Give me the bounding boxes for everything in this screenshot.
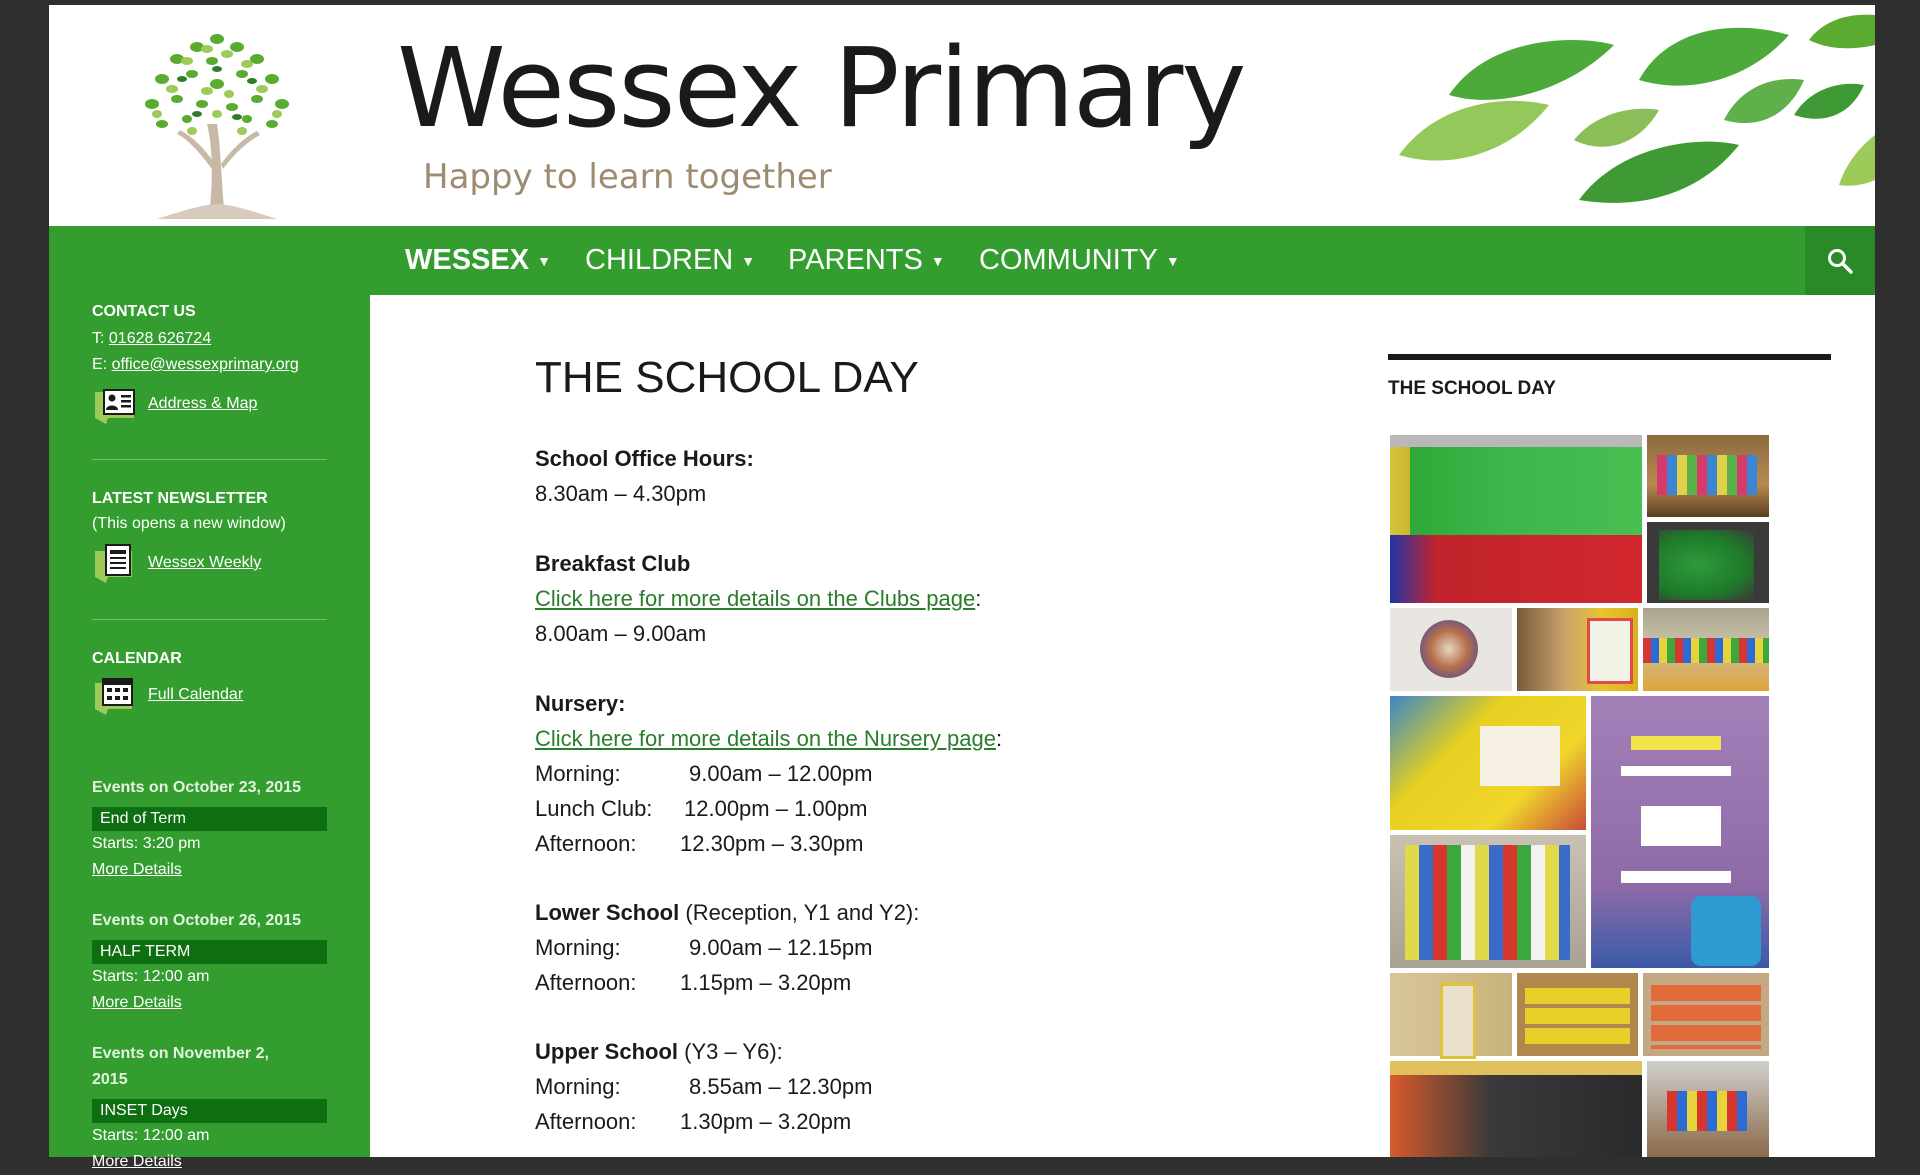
lower-school-section bbox=[535, 895, 919, 1000]
address-map-link[interactable]: Address & Map bbox=[148, 395, 258, 412]
full-calendar-link[interactable]: Full Calendar bbox=[148, 686, 244, 703]
time-value: 9.00am – 12.00pm bbox=[689, 761, 873, 786]
office-hours-heading: School Office Hours: bbox=[535, 446, 754, 471]
gallery-thumb-trays-yellow[interactable] bbox=[1517, 973, 1638, 1056]
site-header bbox=[49, 5, 1875, 226]
time-row bbox=[535, 826, 1002, 861]
caret-down-icon: ▼ bbox=[1165, 252, 1180, 269]
nav-item-label: WESSEX bbox=[405, 244, 530, 276]
nav-item-wessex[interactable] bbox=[405, 226, 551, 295]
breakfast-club-time: 8.00am – 9.00am bbox=[535, 621, 707, 646]
calendar-title: CALENDAR bbox=[92, 650, 182, 667]
time-value: 12.00pm – 1.00pm bbox=[684, 796, 868, 821]
nav-item-label: CHILDREN bbox=[585, 244, 734, 276]
nav-item-label: COMMUNITY bbox=[979, 244, 1158, 276]
event-title[interactable]: HALF TERM bbox=[92, 940, 327, 964]
event-title[interactable]: End of Term bbox=[92, 807, 327, 831]
page-title: THE SCHOOL DAY bbox=[535, 353, 919, 402]
office-hours-time: 8.30am – 4.30pm bbox=[535, 481, 707, 506]
divider bbox=[92, 619, 327, 620]
nav-item-label: PARENTS bbox=[788, 244, 923, 276]
event-date: Events on October 23, 2015 bbox=[92, 779, 301, 796]
time-label: Lunch Club: bbox=[535, 796, 653, 821]
link-suffix: : bbox=[996, 726, 1003, 751]
time-label: Afternoon: bbox=[535, 831, 637, 856]
gallery-widget bbox=[1388, 354, 1831, 400]
newsletter-note: (This opens a new window) bbox=[92, 515, 286, 532]
time-row bbox=[535, 1104, 872, 1139]
time-row bbox=[535, 756, 1002, 791]
email-link[interactable]: office@wessexprimary.org bbox=[111, 356, 299, 373]
starts-label: Starts: bbox=[92, 835, 139, 852]
lower-school-heading: Lower School bbox=[535, 900, 680, 925]
office-hours-section bbox=[535, 441, 754, 511]
email-prefix: E: bbox=[92, 356, 112, 373]
breakfast-club-section bbox=[535, 546, 981, 651]
time-value: 1.30pm – 3.20pm bbox=[680, 1109, 852, 1134]
contact-title: CONTACT US bbox=[92, 303, 196, 320]
calendar-icon bbox=[92, 673, 136, 717]
event-details-row bbox=[92, 857, 327, 883]
time-value: 9.00am – 12.15pm bbox=[689, 935, 873, 960]
link-suffix: : bbox=[975, 586, 982, 611]
upper-school-heading: Upper School bbox=[535, 1039, 679, 1064]
site-title[interactable]: Wessex Primary bbox=[397, 24, 1245, 152]
leaves-decoration-icon bbox=[1339, 5, 1875, 226]
event-title[interactable]: INSET Days bbox=[92, 1099, 327, 1123]
gallery-thumb-folders[interactable] bbox=[1390, 835, 1586, 968]
time-value: 1.15pm – 3.20pm bbox=[680, 970, 852, 995]
starts-value: 3:20 pm bbox=[142, 835, 201, 852]
nav-item-community[interactable] bbox=[979, 226, 1180, 295]
event-item bbox=[92, 1041, 292, 1175]
clubs-page-link[interactable]: Click here for more details on the Clubs page bbox=[535, 586, 976, 611]
phone-line bbox=[92, 326, 327, 352]
time-value: 8.55am – 12.30pm bbox=[689, 1074, 873, 1099]
newsletter-title: LATEST NEWSLETTER bbox=[92, 490, 268, 507]
gallery-thumb-trays-red[interactable] bbox=[1643, 973, 1769, 1056]
event-date: Events on October 26, 2015 bbox=[92, 912, 301, 929]
event-starts bbox=[92, 964, 327, 990]
phone-prefix: T: bbox=[92, 330, 109, 347]
divider bbox=[92, 459, 327, 460]
gallery-thumb-corridor[interactable] bbox=[1390, 973, 1512, 1056]
nursery-heading: Nursery: bbox=[535, 691, 626, 716]
caret-down-icon: ▼ bbox=[741, 252, 756, 269]
gallery-thumb-books[interactable] bbox=[1517, 608, 1638, 691]
time-value: 12.30pm – 3.30pm bbox=[680, 831, 864, 856]
newsletter-icon bbox=[92, 541, 136, 585]
starts-label: Starts: bbox=[92, 968, 139, 985]
gallery-thumb-wall-words[interactable] bbox=[1591, 696, 1769, 968]
time-row bbox=[535, 791, 1002, 826]
more-details-link[interactable]: More Details bbox=[92, 861, 182, 878]
time-label: Afternoon: bbox=[535, 970, 637, 995]
gallery-thumb-pencils[interactable] bbox=[1643, 608, 1769, 691]
gallery-thumb-crafts[interactable] bbox=[1647, 1061, 1769, 1157]
left-sidebar bbox=[49, 295, 370, 1170]
time-label: Afternoon: bbox=[535, 1109, 637, 1134]
breakfast-club-heading: Breakfast Club bbox=[535, 551, 691, 576]
page bbox=[49, 5, 1875, 1170]
newsletter-widget bbox=[92, 489, 327, 585]
time-row bbox=[535, 930, 919, 965]
gallery-thumb-lockers[interactable] bbox=[1390, 435, 1642, 603]
more-details-link[interactable]: More Details bbox=[92, 994, 182, 1011]
widget-rule bbox=[1388, 354, 1831, 360]
upper-school-years: (Y3 – Y6): bbox=[678, 1039, 783, 1064]
starts-value: 12:00 am bbox=[142, 1127, 210, 1144]
event-starts bbox=[92, 831, 327, 857]
address-card-icon bbox=[92, 382, 136, 426]
time-label: Morning: bbox=[535, 761, 621, 786]
newsletter-link[interactable]: Wessex Weekly bbox=[148, 554, 262, 571]
time-label: Morning: bbox=[535, 1074, 621, 1099]
nav-item-children[interactable] bbox=[585, 226, 755, 295]
calendar-row bbox=[92, 673, 327, 717]
nursery-section bbox=[535, 686, 1002, 861]
gallery-thumb-bottles[interactable] bbox=[1647, 435, 1769, 517]
event-item bbox=[92, 775, 327, 883]
time-row bbox=[535, 965, 919, 1000]
event-starts bbox=[92, 1123, 292, 1149]
phone-link[interactable]: 01628 626724 bbox=[108, 330, 212, 347]
gallery-title: THE SCHOOL DAY bbox=[1388, 378, 1556, 399]
nav-item-parents[interactable] bbox=[788, 226, 945, 295]
calendar-widget bbox=[92, 649, 327, 717]
lower-school-years: (Reception, Y1 and Y2): bbox=[679, 900, 920, 925]
search-button[interactable] bbox=[1805, 226, 1875, 295]
email-line bbox=[92, 352, 327, 378]
more-details-link[interactable]: More Details bbox=[92, 1153, 182, 1170]
newsletter-row bbox=[92, 541, 327, 585]
caret-down-icon: ▼ bbox=[930, 252, 945, 269]
starts-label: Starts: bbox=[92, 1127, 139, 1144]
starts-value: 12:00 am bbox=[142, 968, 210, 985]
contact-widget bbox=[92, 295, 327, 426]
gallery-thumb-display-board[interactable] bbox=[1390, 696, 1586, 830]
upper-school-section bbox=[535, 1034, 872, 1139]
time-row bbox=[535, 1069, 872, 1104]
gallery-thumb-splat[interactable] bbox=[1390, 608, 1512, 691]
event-details-row bbox=[92, 990, 327, 1016]
event-details-row bbox=[92, 1149, 292, 1175]
site-tagline: Happy to learn together bbox=[423, 157, 832, 197]
primary-nav bbox=[49, 226, 1875, 295]
gallery-thumb-coats[interactable] bbox=[1647, 522, 1769, 603]
event-item bbox=[92, 908, 327, 1016]
event-date: Events on November 2, 2015 bbox=[92, 1045, 269, 1088]
time-label: Morning: bbox=[535, 935, 621, 960]
address-row bbox=[92, 382, 327, 426]
search-icon bbox=[1827, 248, 1853, 274]
tree-logo-icon[interactable] bbox=[117, 19, 317, 219]
caret-down-icon: ▼ bbox=[537, 252, 551, 269]
gallery-thumb-bags[interactable] bbox=[1390, 1061, 1642, 1157]
nursery-page-link[interactable]: Click here for more details on the Nursery page bbox=[535, 726, 996, 751]
